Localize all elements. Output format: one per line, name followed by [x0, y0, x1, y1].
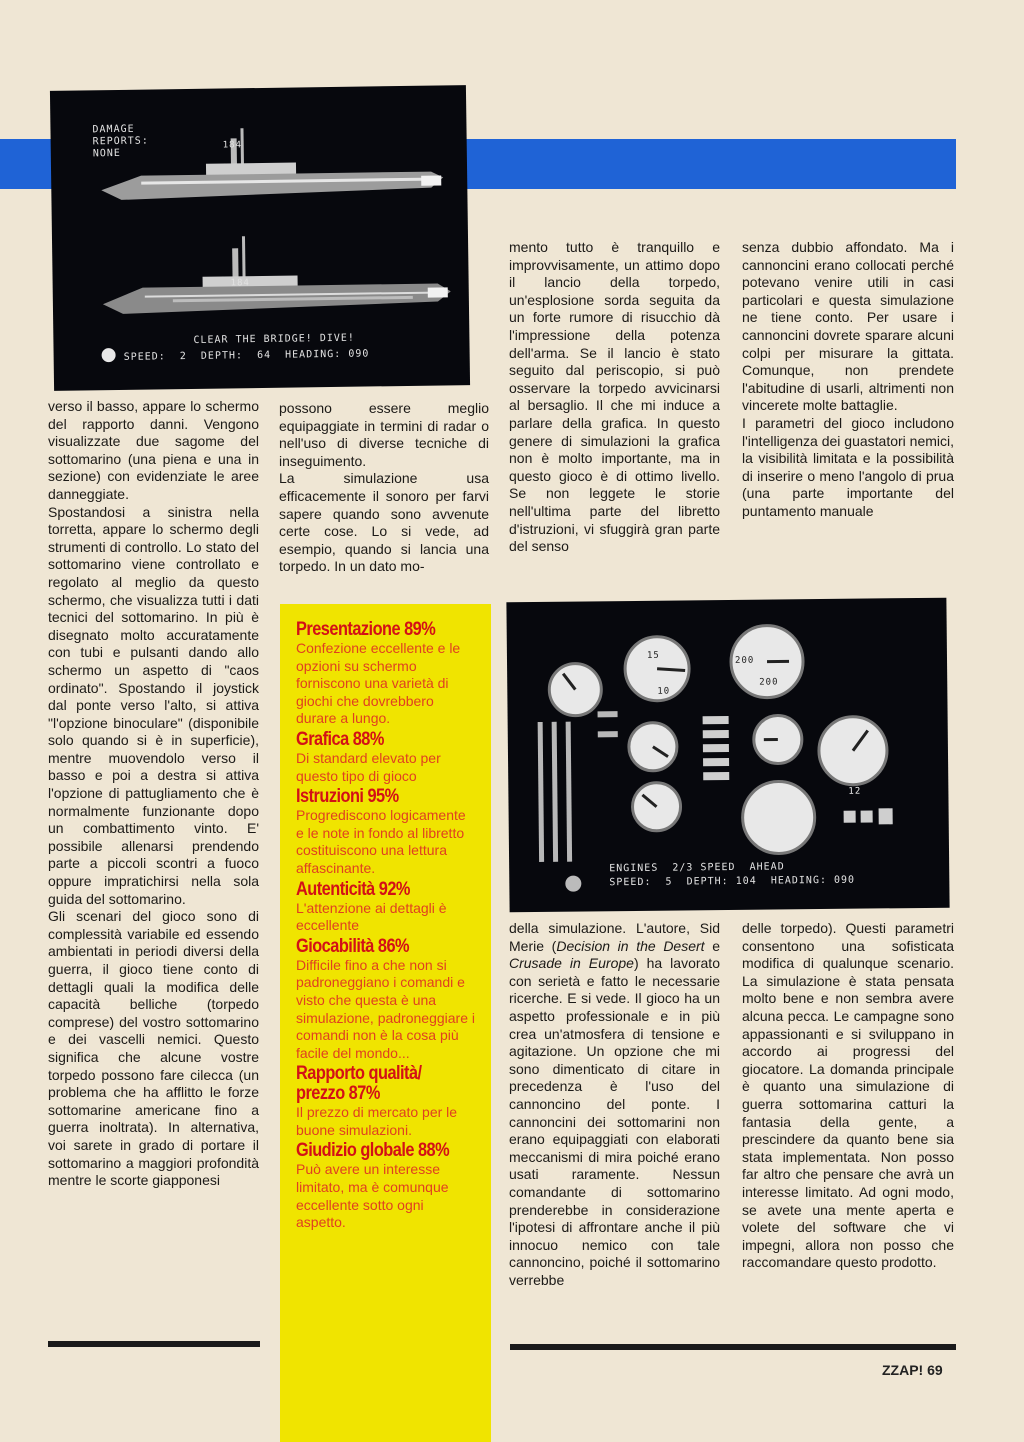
joystick-icon: [102, 348, 116, 362]
rating-giudizio-globale: Giudizio globale 88% Può avere un interesse limitato, ma è comunque eccellente sotto ogni aspetto.: [296, 1140, 450, 1231]
article-column-4a: senza dubbio affondato. Ma i cannoncini erano collocati perché potevano venire utili in casi particolari e questa simulazione ne tiene conto. Per usare i cannoncini dovrete sparare alcuni colpi per misurare la gittata. Comunque, non prendete l'abitudine di usarli, altrimenti non vincerete molte battaglie. I parametri del gioco includono l'intelligenza dei guastatori nemici, la visibilità limitata e la possibilità di inserire o meno l'angolo di prua (una parte importante del puntamento manuale: [742, 239, 955, 519]
gauge-label-200b: 200: [759, 677, 779, 688]
ratings-box: [280, 604, 491, 1442]
article-column-2: possono essere meglio equipaggiate in termini di radar o nell'uso di diverse tecniche di inseguimento. La simulazione usa efficacemente il sonoro per farvi sapere quando sono avvenute certe cose. Lo si vede, ad esempio, quando si lancia una torpedo. In un dato mo-: [279, 400, 489, 575]
hull-number-top: 184: [222, 140, 243, 151]
gauge-label-12: 12: [848, 786, 862, 797]
blue-header-bar-left: [0, 139, 58, 189]
gauge-label-10: 10: [657, 686, 671, 697]
article-column-3b: della simulazione. L'autore, Sid Merie (Decision in the Desert e Crusade in Europe) ha lavorato con serietà e fatto le necessarie ricerche. E si vede. Il gioco ha un aspetto professionale e in più crea un'atmosfera di tensione e agitazione. Un opzione che mi sono dimenticato di citare in precedenza è l'uso del cannoncino del ponte. I cannoncini dei sottomarini non erano equipaggiati con elaborati meccanismi di mira poiché erano usati raramente. Nessun comandante di sottomarino prenderebbe in considerazione l'ipotesi di affrontare anche il più innocuo nemico con tale cannoncino, poiché il sottomarino verrebbe: [509, 920, 720, 1288]
blue-header-bar-right: [466, 139, 956, 189]
speed-depth-readout: SPEED: 5 DEPTH: 104 HEADING: 090: [609, 874, 856, 889]
article-column-1: verso il basso, appare lo schermo del rapporto danni. Vengono visualizzate due sagome del sottomarino (una piena e una in sezione) con evidenziate le aree danneggiate. Spostandosi a sinistra nella torretta, appare lo schermo degli strumenti di controllo. Lo stato del sottomarino viene controllato e regolato al meglio da questo schermo, che visualizza tutti i dati tecnici del sottomarino. In più è disegnato molto accuratamente con tubi e pulsanti dando allo schermo un aspetto di "caos ordinato". Spostando il joystick dal ponte verso l'alto, si attiva "l'opzione binoculare" (disponibile solo quando si è in superficie), mentre muovendolo verso il basso e poi a destra si attiva l'opzione di pattugliamento che è normalmente funzionante dopo un combattimento vinto. E' possibile allenarsi prendendo parte a piccoli scontri a fuoco oppure impratichirsi nella sola guida del sottomarino. Gli scenari del gioco sono di complessità variabile ed essendo ambientati in periodi diversi della guerra, il gioco tiene conto di dettagli quali la modifica delle capacità belliche (torpedo comprese) del vostro sottomarino e dei vascelli nemici. Questo significa che alcune vostre torpedo possono fare cilecca (un problema che ha afflitto le forze sottomarine americane fino a guerra inoltrata). In alternativa, voi sarete in grado di portare il sottomarino a maggiori profondità mentre le scorte giapponesi: [48, 398, 259, 1189]
gauge-label-15: 15: [646, 650, 660, 661]
command-text: CLEAR THE BRIDGE! DIVE!: [193, 332, 355, 346]
bottom-rule-left: [48, 1341, 260, 1347]
rating-giocabilita: Giocabilità 86% Difficile fino a che non si padroneggiano i comandi e visto che questa è una simulazione, padroneggiare i comandi non è la cosa più facile del mondo...: [296, 935, 475, 1061]
article-column-4b: delle torpedo). Questi parametri consentono una sofisticata modifica di qualunque scenario. La simulazione è stata pensata molto bene e non sembra avere alcuna pecca. Le campagne sono appassionanti e si sviluppano in accordo ai progressi del giocatore. La domanda principale è quanto una simulazione di guerra sottomarina catturi la fantasia della gente, a prescindere da quanto bene sia stata implementata. Non posso far altro che pensare che avrà un interesse limitato. Ad ogni modo, se avete una mente aperta e volete del software che vi impegni, allora non posso che raccomandare questo prodotto.: [742, 920, 954, 1271]
damage-report-screenshot: [50, 85, 470, 391]
rating-autenticita: Autenticità 92% L'attenzione ai dettagli è eccellente: [296, 878, 447, 934]
status-readout: SPEED: 2 DEPTH: 64 HEADING: 090: [123, 348, 370, 363]
instruments-screenshot: [506, 598, 949, 913]
bottom-rule-right: [510, 1344, 956, 1350]
article-column-3a: mento tutto è tranquillo e improvvisamente, un attimo dopo il lancio della torpedo, un'esplosione sorda seguita da un forte rumore di risucchio dà l'impressione della potenza dell'arma. Se il lancio è stato seguito dal periscopio, si può osservare la torpedo avvicinarsi al bersaglio. Il che mi induce a parlare della grafica. In questo genere di simulazioni la grafica non è molto importante, ma in questo gioco è di ottimo livello. Se non leggete le storie nell'ultima parte del libretto d'istruzioni, vi sfuggirà gran parte del senso: [509, 239, 720, 555]
game-title-2: Crusade in Europe: [509, 955, 634, 972]
submarine-silhouettes: [80, 115, 463, 350]
rating-rapporto-qualita-prezzo: Rapporto qualità/ prezzo 87% Il prezzo di mercato per le buone simulazioni.: [296, 1063, 458, 1138]
rating-presentazione: Presentazione 89% Confezione eccellente e le opzioni su schermo forniscono una varietà di giochi che dovrebbero durare a lungo.: [296, 619, 461, 727]
page-footer: ZZAP! 69: [882, 1362, 943, 1378]
rating-grafica: Grafica 88% Di standard elevato per questo tipo di gioco: [296, 728, 441, 784]
ratings-list: [296, 620, 476, 1234]
game-title-1: Decision in the Desert: [556, 937, 705, 954]
rating-istruzioni: Istruzioni 95% Progrediscono logicamente e le note in fondo al libretto costituiscono una lettura affascinante.: [296, 786, 466, 876]
hull-number-bottom: 184: [230, 278, 250, 289]
engines-readout: ENGINES 2/3 SPEED AHEAD: [609, 861, 785, 875]
damage-report-text: DAMAGE REPORTS: NONE: [92, 123, 149, 160]
gauge-label-200a: 200: [734, 655, 755, 666]
